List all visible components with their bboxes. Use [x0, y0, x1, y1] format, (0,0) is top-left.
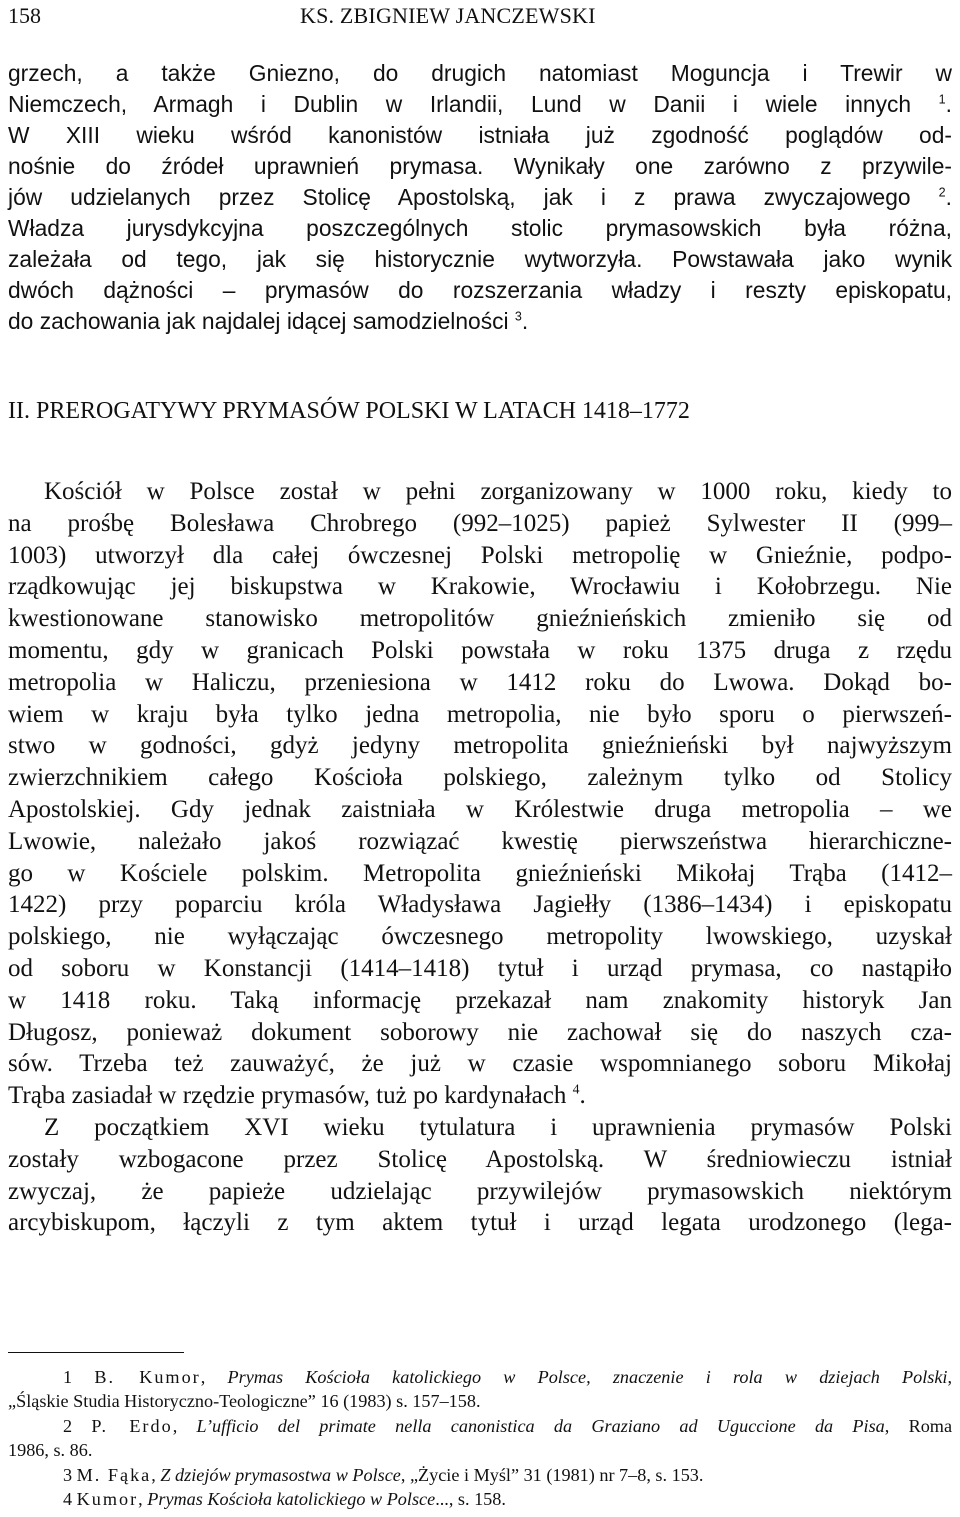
footnotes: [8, 1365, 952, 1511]
text-line: rządkowując jej biskupstwa w Krakowie, Wrocławiu i Kołobrzegu. Nie: [8, 573, 952, 601]
text-line: sów. Trzeba też zauważyć, że już w czasie wspomnianego soboru Mikołaj: [8, 1050, 952, 1078]
text-line: zwyczaj, że papieże udzielając przywilejów prymasowskich niektórym: [8, 1177, 952, 1205]
text-line: jów udzielanych przez Stolicę Apostolską, jak i z prawa zwyczajowego $^2$.: [8, 184, 952, 210]
paragraph-1: [8, 476, 952, 1112]
body-text: [8, 476, 952, 1239]
page-number: 158: [8, 3, 41, 28]
text-line: stwo w godności, gdyż jedyny metropolita gnieźnieński był najwyższym: [8, 732, 952, 760]
text-line: Apostolskiej. Gdy jednak zaistniała w Królestwie druga metropolia – we: [8, 795, 952, 823]
footnote-3: 3 M. Fąka, Z dziejów prymasostwa w Polsce, „Życie i Myśl” 31 (1981) nr 7–8, s. 153.: [63, 1464, 704, 1485]
text-line: na prośbę Bolesława Chrobrego (992–1025) papież Sylwester II (999–: [8, 509, 952, 537]
text-line: Lwowie, należało jakoś rozwiązać kwestię pierwszeństwa hierarchiczne-: [8, 827, 952, 855]
text-line: go w Kościele polskim. Metropolita gnieźnieński Mikołaj Trąba (1412–: [8, 859, 952, 887]
text-line: zwierzchnikiem całego Kościoła polskiego, zależnym tylko od Stolicy: [8, 764, 952, 792]
text-line: Długosz, ponieważ dokument soborowy nie zachował się do naszych cza-: [8, 1018, 952, 1046]
text-line: nośnie do źródeł uprawnień prymasa. Wynikały one zarówno z przywile-: [8, 153, 952, 179]
section-heading: II. PREROGATYWY PRYMASÓW POLSKI W LATACH 1418–1772: [8, 398, 690, 424]
paragraph-2: [8, 1112, 952, 1239]
page-header: [8, 2, 952, 32]
intro-paragraph: [8, 58, 952, 337]
running-head: KS. ZBIGNIEW JANCZEWSKI: [300, 3, 596, 28]
text-line: kwestionowane stanowisko metropolitów gnieźnieńskich zmieniło się od: [8, 605, 952, 633]
text-line: grzech, a także Gniezno, do drugich natomiast Moguncja i Trewir w: [8, 60, 952, 86]
text-line: do zachowania jak najdalej idącej samodzielności $^3$.: [8, 308, 529, 334]
text-line: 1003) utworzył dla całej ówczesnej Polski metropolię w Gnieźnie, podpo-: [8, 541, 952, 569]
footnote-ref: 4: [572, 1081, 580, 1097]
footnote-2: 2 P. Erdo, L’ufficio del primate nella canonistica da Graziano ad Uguccione da Pisa, Roma: [63, 1415, 953, 1436]
text-line: Władza jurysdykcyjna poszczególnych stolic prymasowskich była różna,: [8, 215, 952, 241]
text-line: 1422) przy poparciu króla Władysława Jagiełły (1386–1434) i episkopatu: [8, 891, 952, 919]
text-line: arcybiskupom, łączyli z tym aktem tytuł i urząd legata urodzonego (lega-: [8, 1209, 952, 1237]
text-line: polskiego, nie wyłączając ówczesnego metropolity lwowskiego, uzyskał: [8, 923, 952, 951]
footnote-1-cont: „Śląskie Studia Historyczno-Teologiczne” 16 (1983) s. 157–158.: [8, 1391, 481, 1412]
text-line: w 1418 roku. Taką informację przekazał nam znakomity historyk Jan: [8, 986, 952, 1014]
text-line: Niemczech, Armagh i Dublin w Irlandii, Lund w Danii i wiele innych $^1$.: [8, 91, 952, 117]
text-line: zależała od tego, jak się historycznie wytworzyła. Powstawała jako wynik: [8, 246, 952, 272]
footnote-ref: 3: [514, 309, 522, 324]
footnote-ref: 2: [938, 185, 946, 200]
text-line: metropolia w Haliczu, przeniesiona w 1412 roku do Lwowa. Dokąd bo-: [8, 668, 952, 696]
text-line: Z początkiem XVI wieku tytulatura i uprawnienia prymasów Polski: [44, 1113, 952, 1141]
text-line: Trąba zasiadał w rzędzie prymasów, tuż po kardynałach $^4$.: [8, 1081, 586, 1110]
text-line: od soboru w Konstancji (1414–1418) tytuł i urząd prymasa, co nastąpiło: [8, 954, 952, 982]
text-line: W XIII wieku wśród kanonistów istniała już zgodność poglądów od-: [8, 122, 952, 148]
footnote-2-cont: 1986, s. 86.: [8, 1440, 93, 1461]
text-line: Kościół w Polsce został w pełni zorganizowany w 1000 roku, kiedy to: [44, 478, 952, 505]
text-line: dwóch dążności – prymasów do rozszerzania władzy i reszty episkopatu,: [8, 277, 952, 303]
footnote-ref: 1: [938, 92, 946, 107]
footnote-4: 4 Kumor, Prymas Kościoła katolickiego w Polsce..., s. 158.: [63, 1489, 506, 1510]
footnote-1: 1 B. Kumor, Prymas Kościoła katolickiego w Polsce, znaczenie i rola w dziejach Polski,: [63, 1367, 953, 1387]
footnote-separator: [8, 1352, 184, 1353]
text-line: zostały wzbogacone przez Stolicę Apostolską. W średniowieczu istniał: [8, 1145, 952, 1173]
text-line: wiem w kraju była tylko jedna metropolia, nie było sporu o pierwszeń-: [8, 700, 952, 728]
text-line: momentu, gdy w granicach Polski powstała w roku 1375 druga z rzędu: [8, 636, 952, 664]
